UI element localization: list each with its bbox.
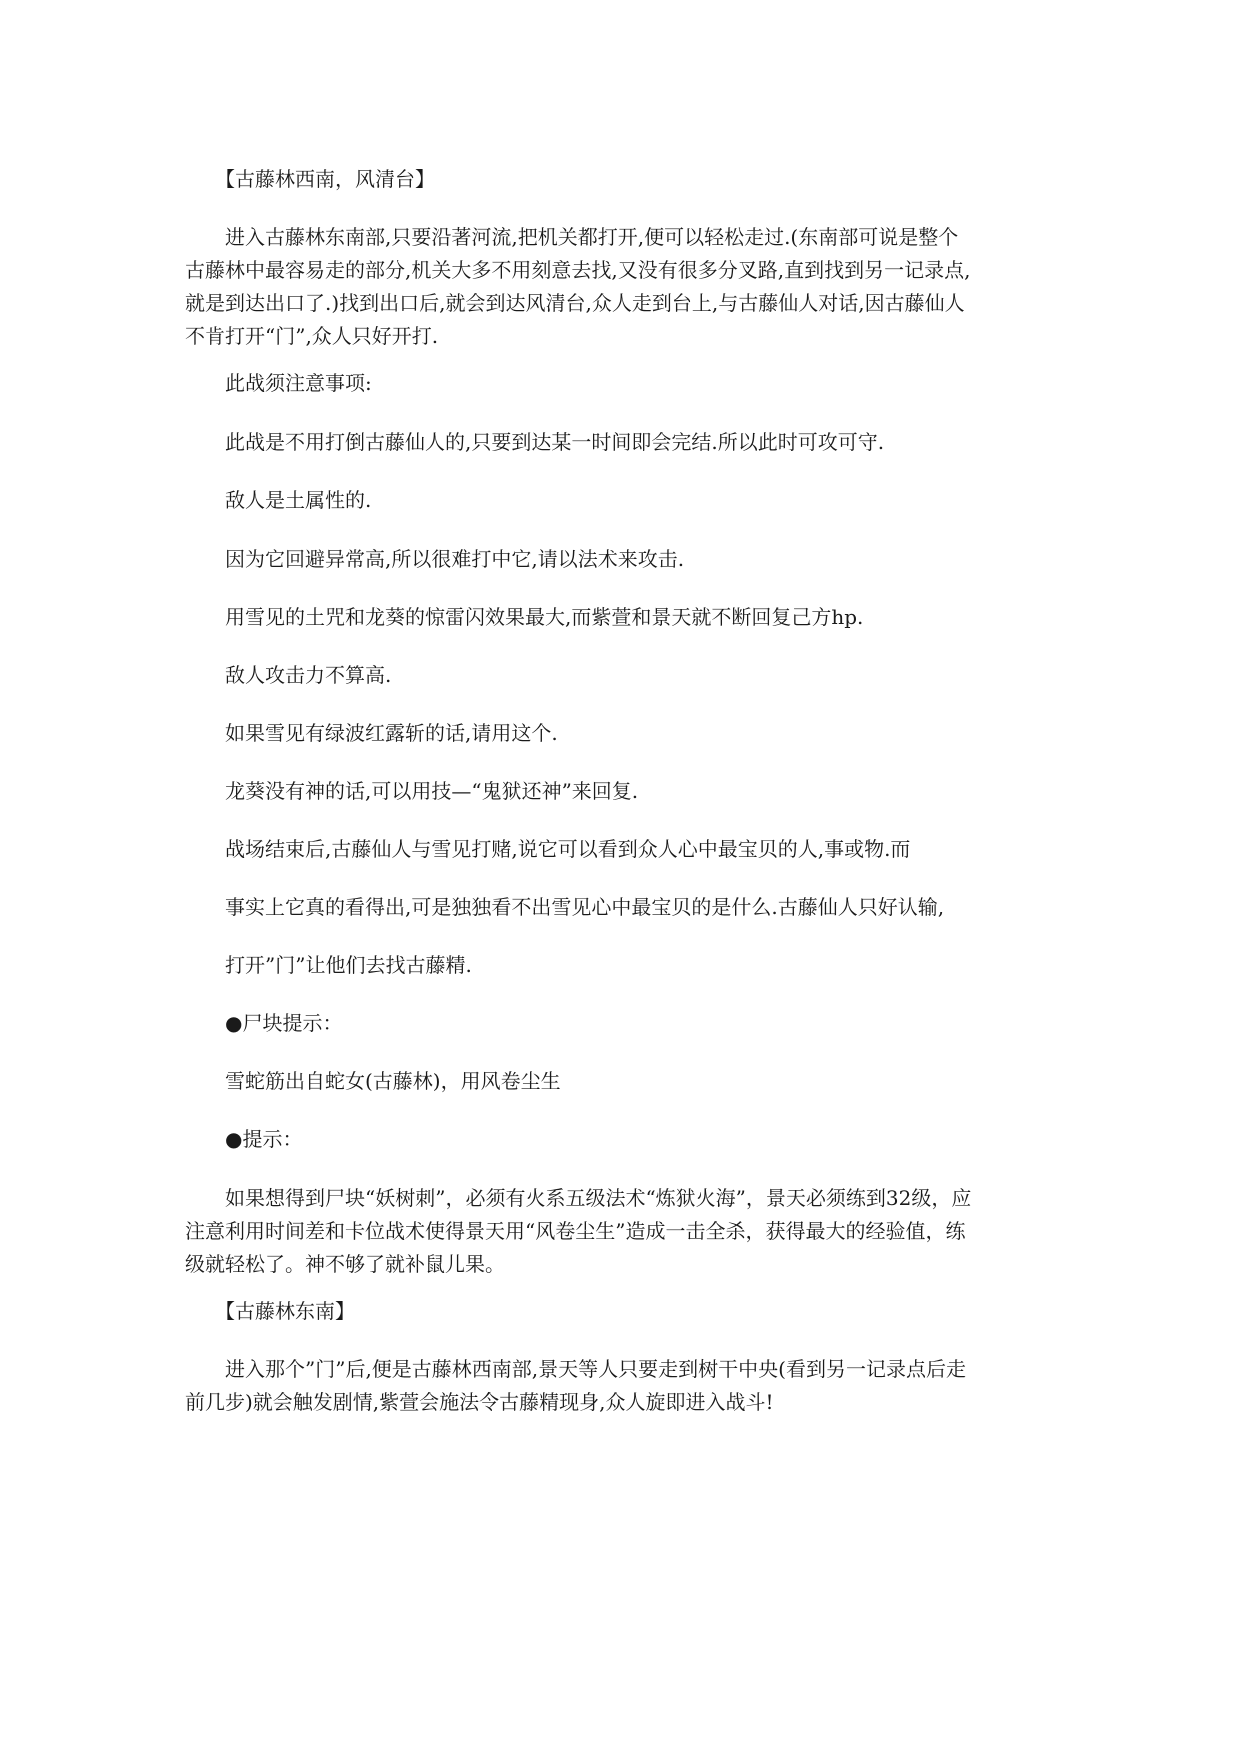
outro-line: 进入那个”门”后,便是古藤林西南部,景天等人只要走到树干中央(看到另一记录点后走	[185, 1357, 966, 1381]
hint-line: 注意利用时间差和卡位战术使得景天用“风卷尘生”造成一击全杀，获得最大的经验值，练	[185, 1219, 966, 1243]
section-heading-fengqingtai: 【古藤林西南，风清台】	[185, 167, 435, 191]
intro-line: 进入古藤林东南部,只要沿著河流,把机关都打开,便可以轻松走过.(东南部可说是整个	[185, 225, 959, 249]
corpse-hint-title: ●尸块提示：	[185, 1011, 343, 1035]
note-item: 用雪见的土咒和龙葵的惊雷闪效果最大,而紫萱和景天就不断回复己方hp.	[185, 605, 864, 629]
section-heading-southeast: 【古藤林东南】	[185, 1299, 355, 1323]
note-item: 龙葵没有神的话,可以用技—“鬼狱还神”来回复.	[185, 779, 639, 803]
outro-paragraph	[185, 1353, 1065, 1419]
hint-paragraph	[185, 1182, 1065, 1281]
hint-title: ●提示：	[185, 1127, 303, 1151]
intro-line: 古藤林中最容易走的部分,机关大多不用刻意去找,又没有很多分叉路,直到找到另一记录点,	[185, 258, 971, 282]
corpse-hint-text: 雪蛇筋出自蛇女(古藤林)，用风卷尘生	[185, 1069, 561, 1093]
story-line: 打开”门”让他们去找古藤精.	[185, 953, 472, 977]
intro-line: 就是到达出口了.)找到出口后,就会到达风清台,众人走到台上,与古藤仙人对话,因古藤仙人	[185, 291, 965, 315]
notes-title: 此战须注意事项:	[185, 371, 372, 395]
intro-line: 不肯打开“门”,众人只好开打.	[185, 324, 439, 348]
note-item: 此战是不用打倒古藤仙人的,只要到达某一时间即会完结.所以此时可攻可守.	[185, 430, 885, 454]
story-line: 事实上它真的看得出,可是独独看不出雪见心中最宝贝的是什么.古藤仙人只好认输,	[185, 895, 945, 919]
note-item: 敌人是土属性的.	[185, 488, 372, 512]
story-line: 战场结束后,古藤仙人与雪见打赌,说它可以看到众人心中最宝贝的人,事或物.而	[185, 837, 911, 861]
note-item: 因为它回避异常高,所以很难打中它,请以法术来攻击.	[185, 547, 685, 571]
hint-line: 级就轻松了。神不够了就补鼠儿果。	[185, 1252, 505, 1276]
intro-paragraph	[185, 221, 1065, 353]
note-item: 如果雪见有绿波红露斩的话,请用这个.	[185, 721, 558, 745]
hint-line: 如果想得到尸块“妖树刺”，必须有火系五级法术“炼狱火海”，景天必须练到32级，应	[185, 1186, 972, 1210]
note-item: 敌人攻击力不算高.	[185, 663, 392, 687]
outro-line: 前几步)就会触发剧情,紫萱会施法令古藤精现身,众人旋即进入战斗!	[185, 1390, 774, 1414]
